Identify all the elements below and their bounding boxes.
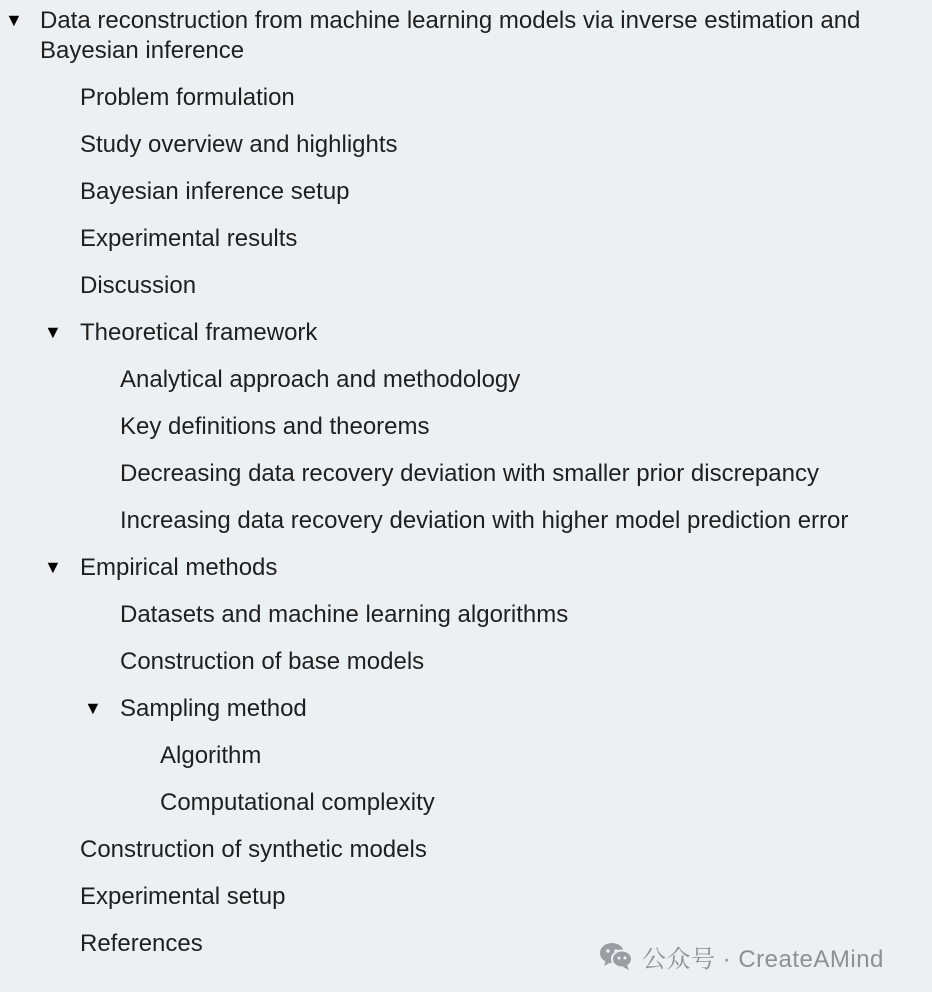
outline-item-label: Discussion [80, 272, 197, 299]
outline-item-base-models[interactable] [120, 647, 424, 677]
outline-item-study-overview[interactable] [80, 130, 398, 160]
collapse-toggle-sampling[interactable]: ▼ [84, 698, 102, 718]
outline-item-datasets-algorithms[interactable] [120, 600, 568, 630]
outline-item-sampling-method[interactable] [120, 694, 307, 724]
outline-item-empirical-methods[interactable] [80, 553, 277, 583]
collapse-toggle-theoretical[interactable]: ▼ [44, 322, 62, 342]
outline-item-key-definitions[interactable] [120, 412, 430, 442]
outline-item-label: Empirical methods [80, 554, 278, 581]
outline-root-label: Data reconstruction from machine learning models via inverse estimation and Bayesian inference [40, 7, 861, 64]
collapse-toggle-empirical[interactable]: ▼ [44, 557, 62, 577]
outline-item-experimental-setup[interactable] [80, 882, 285, 912]
outline-item-discussion[interactable] [80, 271, 196, 301]
outline-item-label: Bayesian inference setup [80, 178, 350, 205]
outline-item-algorithm[interactable] [160, 741, 261, 771]
outline-item-label: Experimental setup [80, 883, 286, 910]
outline-item-references[interactable] [80, 929, 203, 959]
outline-item-label: Key definitions and theorems [120, 413, 430, 440]
outline-item-computational-complexity[interactable] [160, 788, 435, 818]
outline-item-label: Analytical approach and methodology [120, 366, 521, 393]
outline-item-increasing-deviation[interactable] [120, 506, 848, 536]
outline-item-theoretical-framework[interactable] [80, 318, 317, 348]
outline-item-label: Datasets and machine learning algorithms [120, 601, 569, 628]
outline-item-label: Construction of synthetic models [80, 836, 427, 863]
outline-item-decreasing-deviation[interactable] [120, 459, 819, 489]
watermark-text: 公众号 · CreateAMind [642, 945, 884, 973]
outline-item-bayesian-setup[interactable] [80, 177, 350, 207]
outline-item-analytical-approach[interactable] [120, 365, 520, 395]
outline-item-label: Decreasing data recovery deviation with smaller prior discrepancy [120, 460, 819, 487]
outline-item-label: References [80, 930, 203, 957]
outline-item-experimental-results[interactable] [80, 224, 297, 254]
outline-root-item[interactable] [40, 6, 900, 66]
outline-item-label: Problem formulation [80, 84, 295, 111]
outline-item-label: Algorithm [160, 742, 262, 769]
outline-item-label: Sampling method [120, 695, 307, 722]
outline-item-synthetic-models[interactable] [80, 835, 427, 865]
outline-item-label: Computational complexity [160, 789, 435, 816]
watermark [598, 938, 884, 974]
outline-item-label: Theoretical framework [80, 319, 318, 346]
outline-item-label: Experimental results [80, 225, 298, 252]
collapse-toggle-root[interactable]: ▼ [5, 10, 23, 30]
outline-item-label: Construction of base models [120, 648, 425, 675]
outline-item-label: Increasing data recovery deviation with higher model prediction error [120, 507, 849, 534]
outline-item-problem-formulation[interactable] [80, 83, 295, 113]
wechat-icon [598, 941, 634, 971]
outline-item-label: Study overview and highlights [80, 131, 398, 158]
